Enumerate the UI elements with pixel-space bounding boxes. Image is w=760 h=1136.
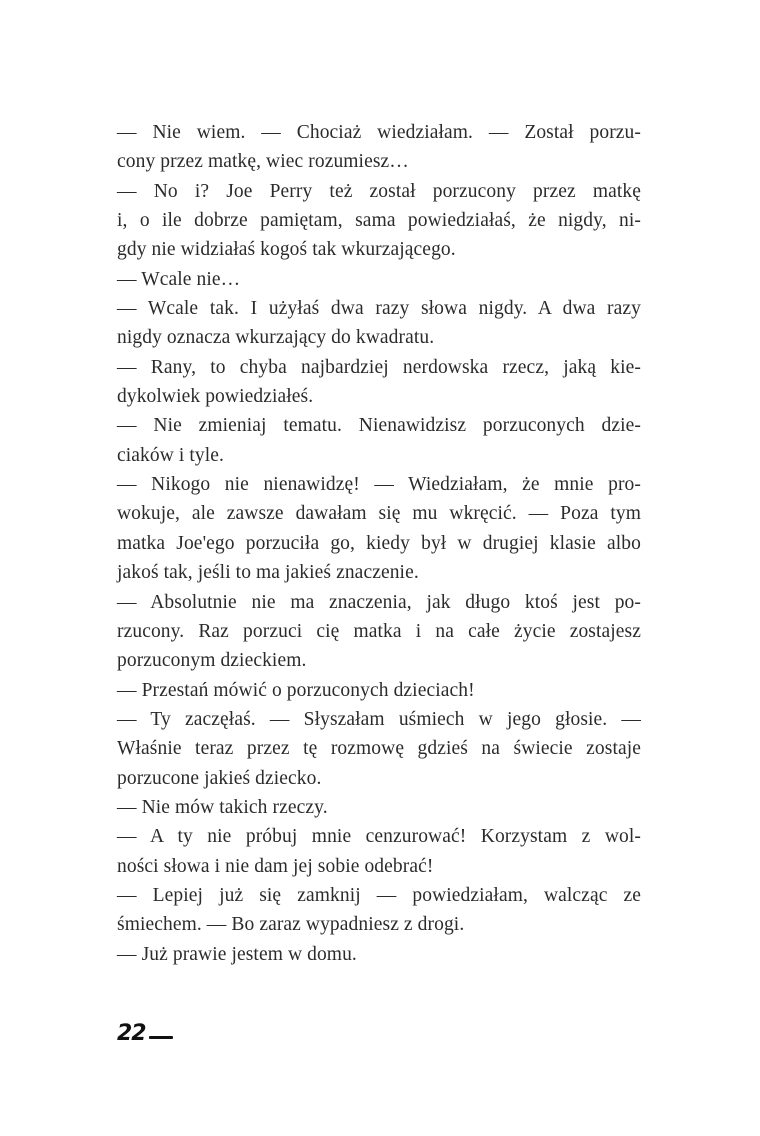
text-line: — Lepiej już się zamknij — powiedziałam, walcząc ze bbox=[117, 884, 641, 906]
text-line: — Nikogo nie nienawidzę! — Wiedziałam, że mnie pro- bbox=[117, 474, 641, 496]
text-line: śmiechem. — Bo zaraz wypadniesz z drogi. bbox=[117, 914, 465, 936]
text-line: jakoś tak, jeśli to ma jakieś znaczenie. bbox=[117, 562, 419, 584]
text-line: wokuje, ale zawsze dawałam się mu wkręcić. — Poza tym bbox=[117, 503, 641, 525]
text-line: dykolwiek powiedziałeś. bbox=[117, 386, 314, 408]
text-line: rzucony. Raz porzuci cię matka i na całe życie zostajesz bbox=[117, 620, 641, 642]
text-line: Właśnie teraz przez tę rozmowę gdzieś na świecie zostaje bbox=[117, 738, 641, 760]
folio-dash bbox=[149, 1036, 173, 1039]
page-number-text: 22 bbox=[117, 1021, 146, 1046]
text-line: i, o ile dobrze pamiętam, sama powiedziałaś, że nigdy, ni- bbox=[117, 210, 641, 232]
text-line: — A ty nie próbuj mnie cenzurować! Korzystam z wol- bbox=[117, 826, 641, 848]
text-line: ności słowa i nie dam jej sobie odebrać! bbox=[117, 855, 434, 877]
text-line: — Rany, to chyba najbardziej nerdowska rzecz, jaką kie- bbox=[117, 356, 641, 378]
text-line: — Wcale tak. I użyłaś dwa razy słowa nigdy. A dwa razy bbox=[117, 298, 641, 320]
text-line: — Nie zmieniaj tematu. Nienawidzisz porzuconych dzie- bbox=[117, 415, 641, 437]
text-line: ciaków i tyle. bbox=[117, 444, 224, 466]
text-line: — Ty zaczęłaś. — Słyszałam uśmiech w jego głosie. — bbox=[117, 708, 641, 730]
text-line: porzuconym dzieckiem. bbox=[117, 650, 307, 672]
text-line: — No i? Joe Perry też został porzucony przez matkę bbox=[117, 180, 641, 202]
text-line: gdy nie widziałaś kogoś tak wkurzającego. bbox=[117, 239, 456, 261]
text-line: — Absolutnie nie ma znaczenia, jak długo ktoś jest po- bbox=[117, 591, 641, 613]
body-text bbox=[117, 118, 641, 969]
text-line: cony przez matkę, wiec rozumiesz… bbox=[117, 151, 409, 173]
text-line: — Nie wiem. — Chociaż wiedziałam. — Został porzu- bbox=[117, 122, 641, 143]
text-line: nigdy oznacza wkurzający do kwadratu. bbox=[117, 327, 435, 349]
page-number bbox=[117, 1022, 173, 1046]
text-line: — Nie mów takich rzeczy. bbox=[117, 796, 328, 818]
text-line: matka Joe'ego porzuciła go, kiedy był w drugiej klasie albo bbox=[117, 532, 641, 554]
text-line: porzucone jakieś dziecko. bbox=[117, 767, 322, 789]
text-line: — Przestań mówić o porzuconych dzieciach! bbox=[117, 679, 475, 701]
text-line: — Już prawie jestem w domu. bbox=[117, 943, 357, 965]
text-line: — Wcale nie… bbox=[117, 268, 241, 290]
